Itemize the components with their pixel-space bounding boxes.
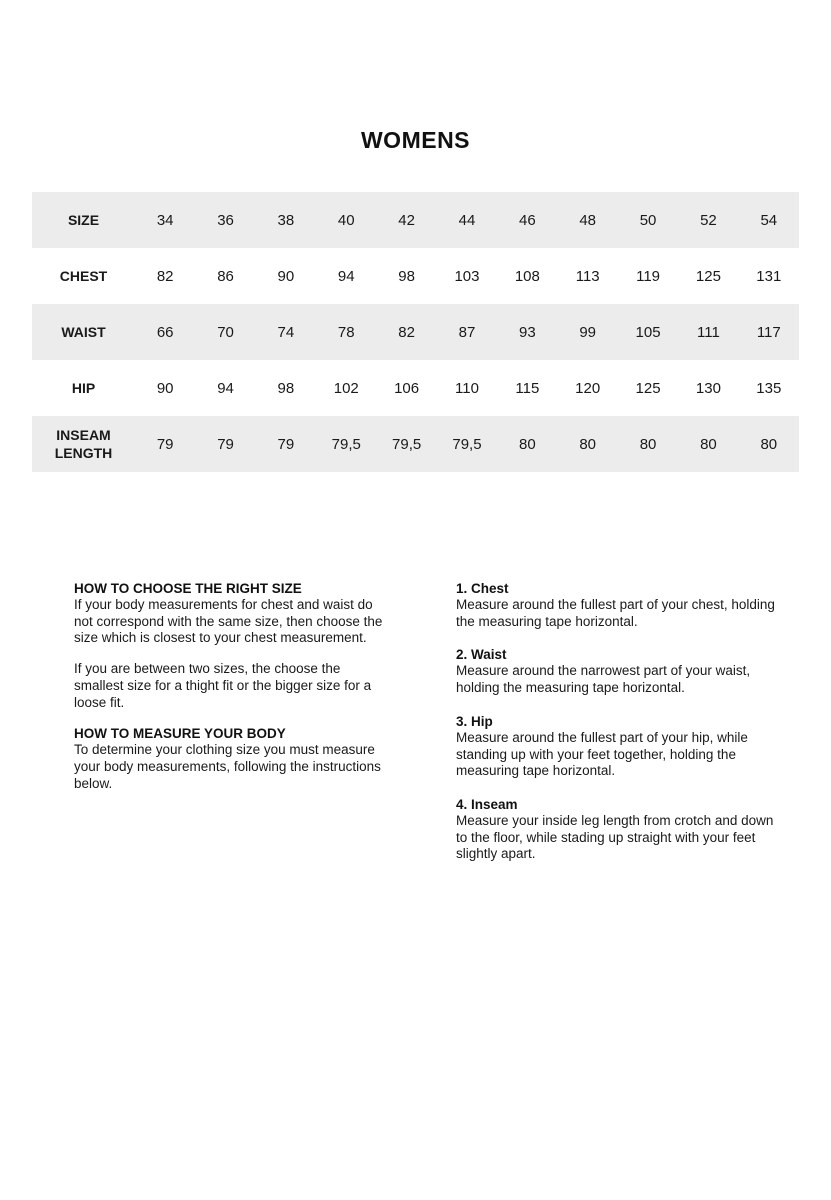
- size-value-cell: 105: [635, 323, 661, 341]
- step-heading: 4. Inseam: [456, 796, 518, 812]
- row-label: HIP: [71, 380, 96, 396]
- section-heading: HOW TO MEASURE YOUR BODY: [74, 726, 286, 742]
- step-body: Measure around the fullest part of your chest, holding the measuring tape horizontal.: [456, 597, 775, 629]
- size-value-cell: 117: [756, 323, 781, 341]
- page-title: WOMENS: [360, 127, 471, 153]
- table-row: [32, 304, 799, 360]
- row-label: SIZE: [67, 212, 100, 228]
- size-value-cell: 70: [217, 323, 234, 341]
- size-value-cell: 79,5: [331, 435, 361, 453]
- step-heading: 3. Hip: [456, 713, 493, 729]
- size-value-cell: 135: [756, 379, 782, 397]
- size-value-cell: 38: [277, 211, 295, 229]
- size-value-cell: 80: [760, 435, 778, 453]
- size-value-cell: 79,5: [452, 435, 482, 453]
- size-value-cell: 87: [458, 323, 476, 341]
- size-value-cell: 108: [514, 267, 540, 285]
- size-value-cell: 113: [575, 267, 600, 285]
- paragraph: To determine your clothing size you must measure your body measurements, following the instructions below.: [74, 742, 381, 791]
- table-row: [32, 416, 799, 472]
- size-value-cell: 54: [760, 211, 778, 229]
- row-label: INSEAM LENGTH: [54, 427, 113, 461]
- step-heading: 2. Waist: [456, 647, 507, 663]
- size-value-cell: 79: [277, 435, 295, 453]
- size-value-cell: 44: [458, 211, 476, 229]
- size-value-cell: 86: [217, 267, 234, 285]
- measurement-step: [456, 580, 786, 630]
- table-row: [32, 360, 799, 416]
- size-value-cell: 50: [639, 211, 657, 229]
- size-value-cell: 99: [579, 323, 597, 341]
- instructions-right: [456, 580, 786, 879]
- size-value-cell: 46: [518, 211, 536, 229]
- size-value-cell: 79: [156, 435, 174, 453]
- size-value-cell: 93: [518, 323, 536, 341]
- size-value-cell: 119: [636, 267, 661, 285]
- size-value-cell: 130: [695, 379, 721, 397]
- size-value-cell: 78: [337, 323, 355, 341]
- size-value-cell: 66: [156, 323, 174, 341]
- step-heading: 1. Chest: [456, 581, 509, 596]
- size-table: [32, 192, 799, 472]
- row-label: CHEST: [59, 268, 108, 284]
- size-value-cell: 98: [398, 267, 415, 285]
- size-value-cell: 80: [579, 435, 597, 453]
- size-value-cell: 98: [277, 379, 295, 397]
- size-value-cell: 94: [337, 267, 355, 285]
- size-value-cell: 115: [515, 379, 540, 397]
- size-table-body: [32, 192, 799, 472]
- size-value-cell: 34: [156, 211, 174, 229]
- size-value-cell: 79,5: [392, 435, 422, 453]
- size-value-cell: 90: [156, 379, 174, 397]
- size-value-cell: 80: [700, 435, 717, 453]
- paragraph: If your body measurements for chest and waist do not correspond with the same size, then choose the size which is closest to your chest measurement.: [74, 597, 383, 646]
- step-body: Measure around the narrowest part of your waist, holding the measuring tape horizontal.: [456, 663, 751, 696]
- size-value-cell: 111: [697, 323, 720, 341]
- step-body: Measure your inside leg length from crotch and down to the floor, while stading up straight with your feet slightly apart.: [456, 812, 774, 862]
- size-value-cell: 90: [277, 267, 295, 285]
- size-value-cell: 80: [518, 435, 536, 453]
- table-row: [32, 192, 799, 248]
- size-value-cell: 80: [639, 435, 657, 453]
- size-value-cell: 52: [700, 211, 717, 229]
- size-value-cell: 110: [455, 379, 479, 397]
- size-value-cell: 48: [579, 211, 597, 229]
- paragraph: If you are between two sizes, the choose the smallest size for a thight fit or the bigger size for a loose fit.: [74, 661, 372, 710]
- size-value-cell: 74: [277, 323, 295, 341]
- size-value-cell: 82: [156, 267, 174, 285]
- size-value-cell: 131: [756, 267, 782, 285]
- size-value-cell: 125: [635, 379, 661, 397]
- size-value-cell: 36: [217, 211, 234, 229]
- table-row: [32, 248, 799, 304]
- size-value-cell: 106: [394, 379, 420, 397]
- measurement-step: [456, 646, 786, 696]
- size-value-cell: 40: [337, 211, 355, 229]
- size-value-cell: 94: [217, 379, 234, 397]
- measurement-step: [456, 713, 786, 780]
- size-value-cell: 82: [398, 323, 415, 341]
- size-value-cell: 42: [398, 211, 415, 229]
- instructions-section: [0, 580, 831, 879]
- step-body: Measure around the fullest part of your hip, while standing up with your feet together, holding the measuring tape horizontal.: [456, 729, 748, 779]
- section-heading: HOW TO CHOOSE THE RIGHT SIZE: [74, 581, 302, 596]
- size-value-cell: 103: [454, 267, 480, 285]
- size-value-cell: 102: [333, 379, 359, 397]
- row-label: WAIST: [61, 324, 106, 340]
- size-value-cell: 79: [217, 435, 234, 453]
- size-value-cell: 125: [695, 267, 721, 285]
- size-value-cell: 120: [575, 379, 601, 397]
- instructions-left: [74, 580, 392, 792]
- measurement-step: [456, 796, 786, 863]
